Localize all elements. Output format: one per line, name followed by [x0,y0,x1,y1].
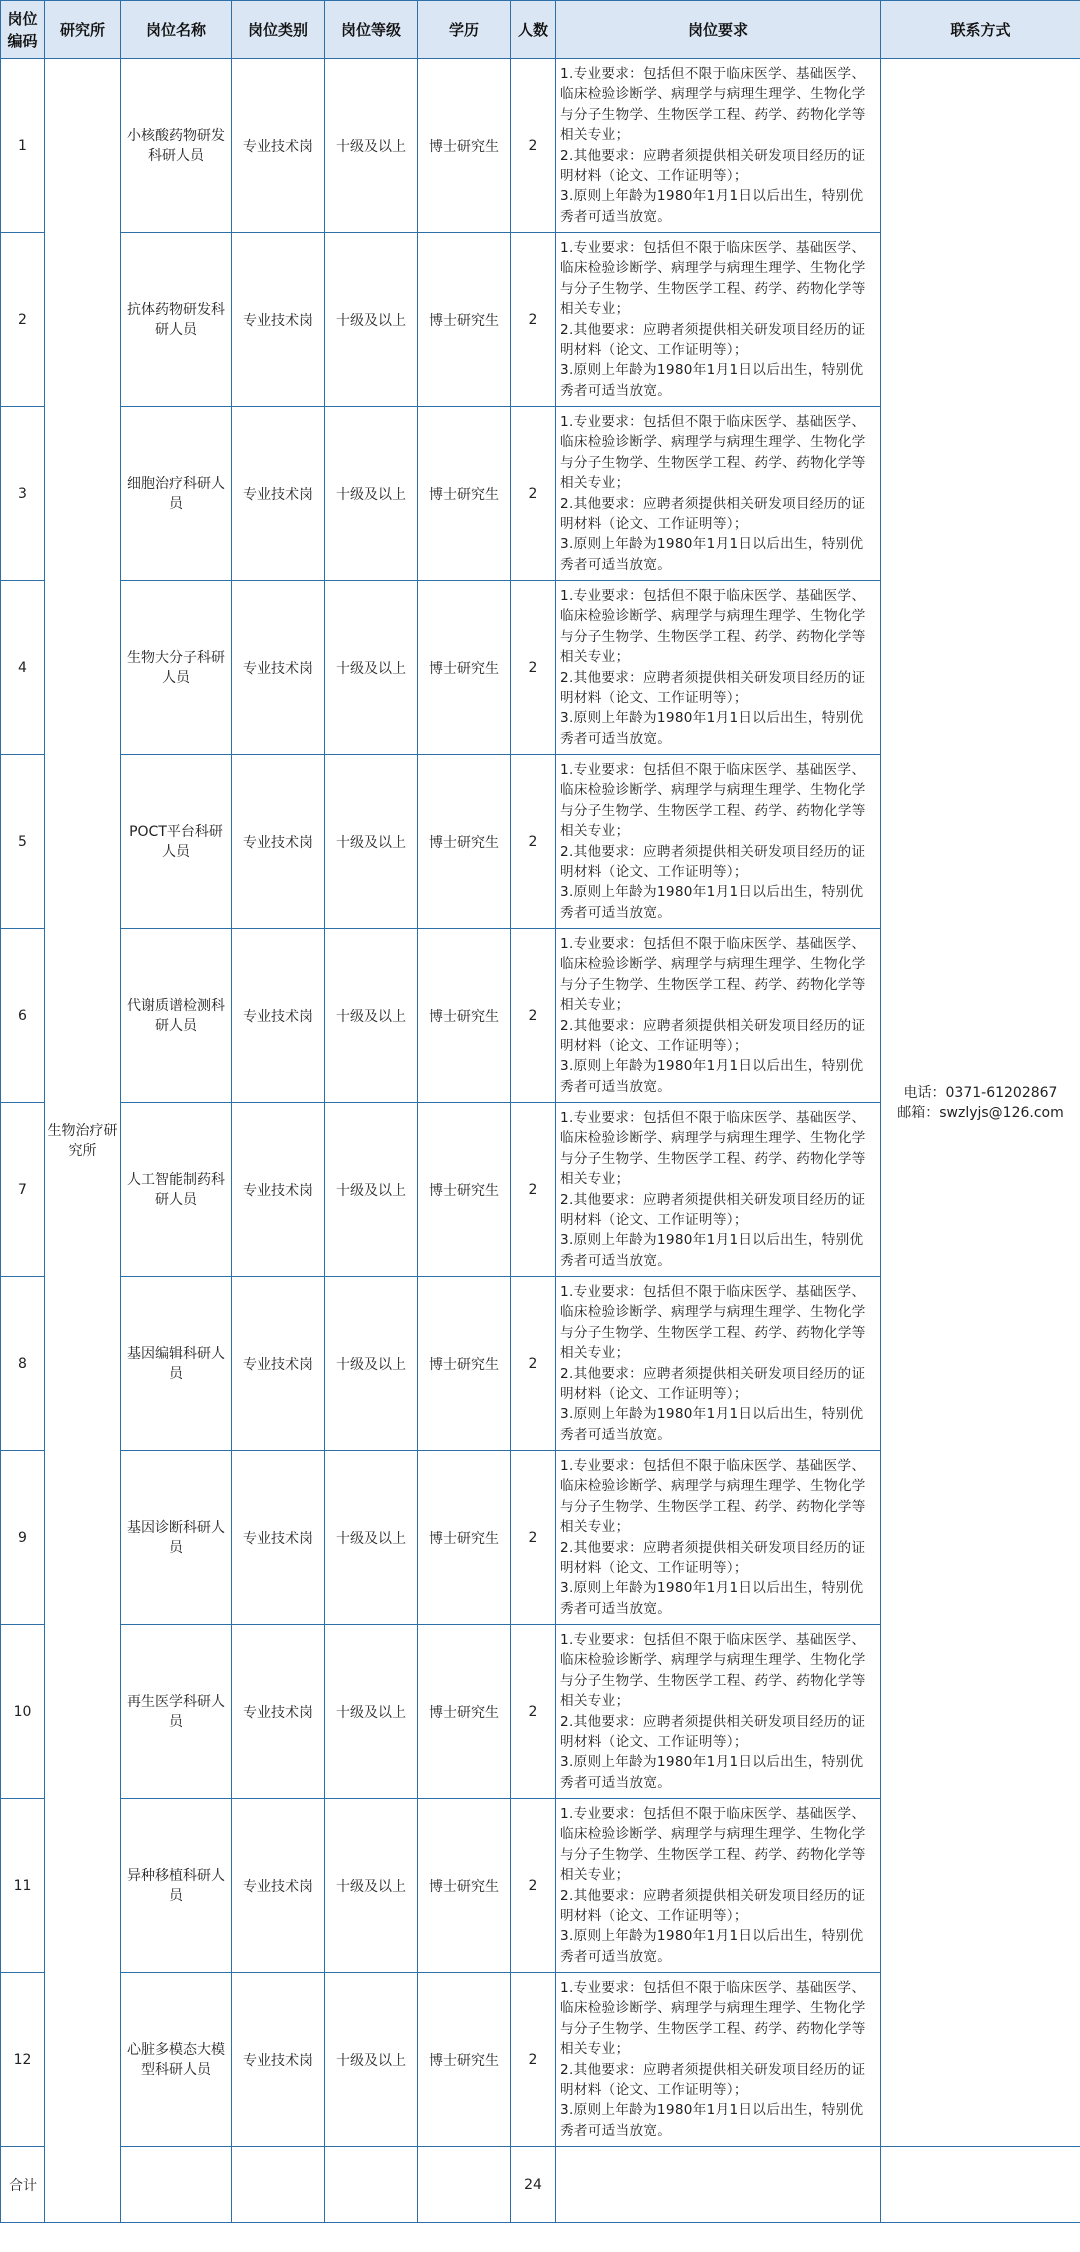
header-row [1,1,1080,59]
table-row [1,59,1080,233]
header-education: 学历 [418,1,511,59]
cell-code: 12 [1,1973,45,2147]
header-count: 人数 [511,1,556,59]
total-empty-contact [881,2147,1080,2223]
cell-position-name: 代谢质谱检测科研人员 [121,929,232,1103]
requirement-line: 1.专业要求：包括但不限于临床医学、基础医学、临床检验诊断学、病理学与病理生理学、生物化学与分子生物学、生物医学工程、药学、药物化学等相关专业； [560,935,866,1014]
cell-education: 博士研究生 [418,581,511,755]
requirement-line: 1.专业要求：包括但不限于临床医学、基础医学、临床检验诊断学、病理学与病理生理学、生物化学与分子生物学、生物医学工程、药学、药物化学等相关专业； [560,1979,866,2058]
requirement-line: 3.原则上年龄为1980年1月1日以后出生，特别优秀者可适当放宽。 [560,1058,864,1095]
cell-category: 专业技术岗 [232,1799,325,1973]
requirement-line: 2.其他要求：应聘者须提供相关研发项目经历的证明材料（论文、工作证明等）； [560,1887,866,1924]
cell-count: 2 [511,755,556,929]
cell-level: 十级及以上 [325,407,418,581]
cell-category: 专业技术岗 [232,1973,325,2147]
cell-position-name: 基因诊断科研人员 [121,1451,232,1625]
cell-education: 博士研究生 [418,1973,511,2147]
cell-code: 5 [1,755,45,929]
cell-count: 2 [511,1973,556,2147]
cell-category: 专业技术岗 [232,581,325,755]
cell-level: 十级及以上 [325,233,418,407]
header-name: 岗位名称 [121,1,232,59]
header-category: 岗位类别 [232,1,325,59]
cell-education: 博士研究生 [418,929,511,1103]
requirement-line: 3.原则上年龄为1980年1月1日以后出生，特别优秀者可适当放宽。 [560,1406,864,1443]
requirement-line: 3.原则上年龄为1980年1月1日以后出生，特别优秀者可适当放宽。 [560,536,864,573]
cell-code: 9 [1,1451,45,1625]
cell-count: 2 [511,929,556,1103]
cell-requirements [556,1973,881,2147]
total-empty-level [325,2147,418,2223]
cell-code: 8 [1,1277,45,1451]
total-empty-requirements [556,2147,881,2223]
table-body [1,59,1080,2223]
cell-category: 专业技术岗 [232,233,325,407]
requirement-line: 3.原则上年龄为1980年1月1日以后出生，特别优秀者可适当放宽。 [560,1232,864,1269]
cell-requirements [556,1103,881,1277]
cell-count: 2 [511,233,556,407]
cell-education: 博士研究生 [418,407,511,581]
cell-education: 博士研究生 [418,233,511,407]
cell-level: 十级及以上 [325,1799,418,1973]
cell-education: 博士研究生 [418,1277,511,1451]
cell-code: 4 [1,581,45,755]
total-empty-name [121,2147,232,2223]
requirement-line: 1.专业要求：包括但不限于临床医学、基础医学、临床检验诊断学、病理学与病理生理学、生物化学与分子生物学、生物医学工程、药学、药物化学等相关专业； [560,413,866,492]
cell-category: 专业技术岗 [232,1451,325,1625]
requirement-line: 3.原则上年龄为1980年1月1日以后出生，特别优秀者可适当放宽。 [560,710,864,747]
cell-position-name: 基因编辑科研人员 [121,1277,232,1451]
requirement-line: 1.专业要求：包括但不限于临床医学、基础医学、临床检验诊断学、病理学与病理生理学、生物化学与分子生物学、生物医学工程、药学、药物化学等相关专业； [560,1109,866,1188]
cell-requirements [556,929,881,1103]
cell-category: 专业技术岗 [232,1103,325,1277]
requirement-line: 3.原则上年龄为1980年1月1日以后出生，特别优秀者可适当放宽。 [560,2102,864,2139]
cell-position-name: 生物大分子科研人员 [121,581,232,755]
header-dept: 研究所 [45,1,121,59]
requirement-line: 3.原则上年龄为1980年1月1日以后出生，特别优秀者可适当放宽。 [560,884,864,921]
cell-count: 2 [511,581,556,755]
cell-position-name: 抗体药物研发科研人员 [121,233,232,407]
cell-requirements [556,1277,881,1451]
requirement-line: 1.专业要求：包括但不限于临床医学、基础医学、临床检验诊断学、病理学与病理生理学、生物化学与分子生物学、生物医学工程、药学、药物化学等相关专业； [560,587,866,666]
requirement-line: 1.专业要求：包括但不限于临床医学、基础医学、临床检验诊断学、病理学与病理生理学、生物化学与分子生物学、生物医学工程、药学、药物化学等相关专业； [560,1457,866,1536]
total-empty-category [232,2147,325,2223]
cell-requirements [556,581,881,755]
requirement-line: 3.原则上年龄为1980年1月1日以后出生，特别优秀者可适当放宽。 [560,188,864,225]
requirement-line: 3.原则上年龄为1980年1月1日以后出生，特别优秀者可适当放宽。 [560,1754,864,1791]
requirement-line: 2.其他要求：应聘者须提供相关研发项目经历的证明材料（论文、工作证明等）； [560,1365,866,1402]
cell-level: 十级及以上 [325,929,418,1103]
cell-position-name: 人工智能制药科研人员 [121,1103,232,1277]
cell-education: 博士研究生 [418,59,511,233]
cell-department: 生物治疗研究所 [45,59,121,2223]
cell-level: 十级及以上 [325,1103,418,1277]
requirement-line: 1.专业要求：包括但不限于临床医学、基础医学、临床检验诊断学、病理学与病理生理学、生物化学与分子生物学、生物医学工程、药学、药物化学等相关专业； [560,1631,866,1710]
cell-count: 2 [511,1625,556,1799]
total-empty-education [418,2147,511,2223]
requirement-line: 3.原则上年龄为1980年1月1日以后出生，特别优秀者可适当放宽。 [560,1580,864,1617]
header-contact: 联系方式 [881,1,1080,59]
requirement-line: 2.其他要求：应聘者须提供相关研发项目经历的证明材料（论文、工作证明等）； [560,2061,866,2098]
cell-category: 专业技术岗 [232,59,325,233]
cell-count: 2 [511,1799,556,1973]
contact-email: 邮箱：swzlyjs@126.com [897,1104,1064,1121]
requirement-line: 1.专业要求：包括但不限于临床医学、基础医学、临床检验诊断学、病理学与病理生理学、生物化学与分子生物学、生物医学工程、药学、药物化学等相关专业； [560,239,866,318]
cell-education: 博士研究生 [418,1103,511,1277]
total-row [1,2147,1080,2223]
cell-category: 专业技术岗 [232,1625,325,1799]
cell-code: 7 [1,1103,45,1277]
cell-position-name: 再生医学科研人员 [121,1625,232,1799]
cell-requirements [556,755,881,929]
requirement-line: 2.其他要求：应聘者须提供相关研发项目经历的证明材料（论文、工作证明等）； [560,1539,866,1576]
cell-code: 6 [1,929,45,1103]
cell-count: 2 [511,1103,556,1277]
cell-code: 10 [1,1625,45,1799]
cell-position-name: 细胞治疗科研人员 [121,407,232,581]
requirement-line: 2.其他要求：应聘者须提供相关研发项目经历的证明材料（论文、工作证明等）； [560,321,866,358]
cell-code: 11 [1,1799,45,1973]
cell-level: 十级及以上 [325,1973,418,2147]
cell-position-name: POCT平台科研人员 [121,755,232,929]
cell-level: 十级及以上 [325,581,418,755]
requirement-line: 2.其他要求：应聘者须提供相关研发项目经历的证明材料（论文、工作证明等）； [560,1017,866,1054]
cell-level: 十级及以上 [325,755,418,929]
cell-position-name: 小核酸药物研发科研人员 [121,59,232,233]
cell-category: 专业技术岗 [232,1277,325,1451]
cell-category: 专业技术岗 [232,929,325,1103]
requirement-line: 2.其他要求：应聘者须提供相关研发项目经历的证明材料（论文、工作证明等）； [560,1191,866,1228]
requirement-line: 2.其他要求：应聘者须提供相关研发项目经历的证明材料（论文、工作证明等）； [560,495,866,532]
requirement-line: 2.其他要求：应聘者须提供相关研发项目经历的证明材料（论文、工作证明等）； [560,843,866,880]
cell-count: 2 [511,407,556,581]
cell-requirements [556,407,881,581]
total-label: 合计 [1,2147,45,2223]
requirement-line: 2.其他要求：应聘者须提供相关研发项目经历的证明材料（论文、工作证明等）； [560,147,866,184]
cell-education: 博士研究生 [418,1799,511,1973]
cell-position-name: 心脏多模态大模型科研人员 [121,1973,232,2147]
cell-level: 十级及以上 [325,59,418,233]
requirement-line: 1.专业要求：包括但不限于临床医学、基础医学、临床检验诊断学、病理学与病理生理学、生物化学与分子生物学、生物医学工程、药学、药物化学等相关专业； [560,761,866,840]
total-count: 24 [511,2147,556,2223]
cell-code: 2 [1,233,45,407]
requirement-line: 1.专业要求：包括但不限于临床医学、基础医学、临床检验诊断学、病理学与病理生理学、生物化学与分子生物学、生物医学工程、药学、药物化学等相关专业； [560,1283,866,1362]
cell-code: 1 [1,59,45,233]
cell-code: 3 [1,407,45,581]
cell-count: 2 [511,59,556,233]
requirement-line: 3.原则上年龄为1980年1月1日以后出生，特别优秀者可适当放宽。 [560,362,864,399]
requirement-line: 2.其他要求：应聘者须提供相关研发项目经历的证明材料（论文、工作证明等）； [560,669,866,706]
cell-requirements [556,1625,881,1799]
cell-requirements [556,1799,881,1973]
cell-level: 十级及以上 [325,1277,418,1451]
requirement-line: 1.专业要求：包括但不限于临床医学、基础医学、临床检验诊断学、病理学与病理生理学、生物化学与分子生物学、生物医学工程、药学、药物化学等相关专业； [560,65,866,144]
cell-education: 博士研究生 [418,1451,511,1625]
header-level: 岗位等级 [325,1,418,59]
cell-education: 博士研究生 [418,755,511,929]
cell-count: 2 [511,1277,556,1451]
cell-requirements [556,233,881,407]
contact-phone: 电话：0371-61202867 [903,1084,1058,1101]
cell-category: 专业技术岗 [232,755,325,929]
cell-position-name: 异种移植科研人员 [121,1799,232,1973]
cell-contact [881,59,1080,2147]
cell-category: 专业技术岗 [232,407,325,581]
header-requirements: 岗位要求 [556,1,881,59]
requirement-line: 2.其他要求：应聘者须提供相关研发项目经历的证明材料（论文、工作证明等）； [560,1713,866,1750]
cell-education: 博士研究生 [418,1625,511,1799]
cell-requirements [556,59,881,233]
requirement-line: 3.原则上年龄为1980年1月1日以后出生，特别优秀者可适当放宽。 [560,1928,864,1965]
header-code: 岗位编码 [1,1,45,59]
cell-requirements [556,1451,881,1625]
cell-level: 十级及以上 [325,1625,418,1799]
cell-level: 十级及以上 [325,1451,418,1625]
requirement-line: 1.专业要求：包括但不限于临床医学、基础医学、临床检验诊断学、病理学与病理生理学、生物化学与分子生物学、生物医学工程、药学、药物化学等相关专业； [560,1805,866,1884]
cell-count: 2 [511,1451,556,1625]
